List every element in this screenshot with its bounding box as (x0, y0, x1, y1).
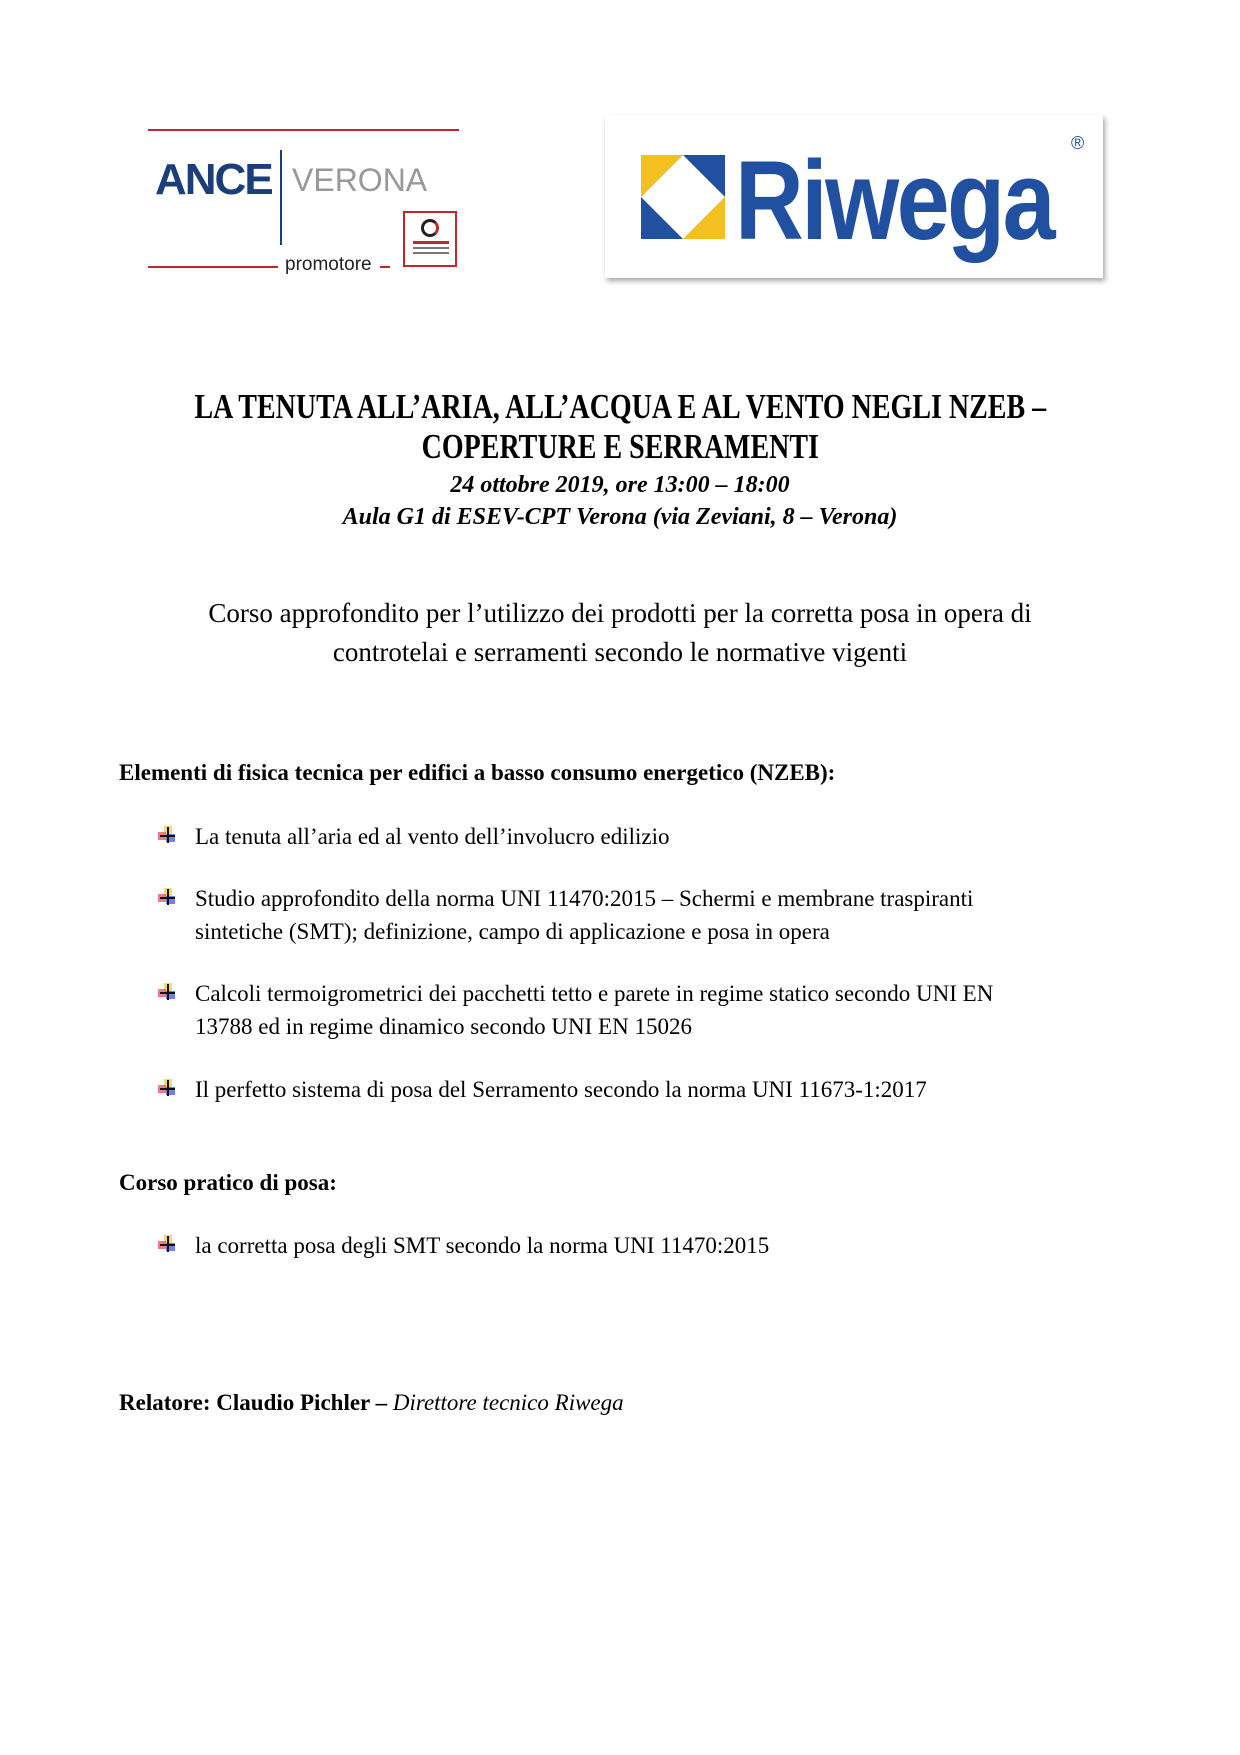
quality-building-badge (403, 211, 457, 267)
list-item-text: la corretta posa degli SMT secondo la norma UNI 11470:2015 (195, 1233, 770, 1258)
bullet-icon (158, 1079, 176, 1097)
list-item-text: Il perfetto sistema di posa del Serramento secondo la norma UNI 11673-1:2017 (195, 1077, 927, 1102)
bullet-icon (158, 826, 176, 844)
intro-line1: Corso approfondito per l’utilizzo dei prodotti per la corretta posa in opera di (208, 598, 1032, 628)
speaker-label: Relatore: Claudio Pichler (119, 1390, 370, 1415)
riwega-logo-text: Riwega (735, 138, 1053, 263)
logo-divider (280, 150, 282, 245)
logo-top-rule (148, 129, 459, 131)
list-item-text: sintetiche (SMT); definizione, campo di applicazione e posa in opera (195, 919, 830, 944)
speaker-role: Direttore tecnico Riwega (392, 1390, 624, 1415)
page-title-line2-row (0, 427, 1240, 467)
ance-logo-text: ANCE (155, 155, 272, 204)
page-title-line1: LA TENUTA ALL’ARIA, ALL’ACQUA E AL VENTO NEGLI NZEB – (194, 387, 1046, 426)
page-title-line2: COPERTURE E SERRAMENTI (421, 427, 819, 466)
riwega-diamond-icon (641, 155, 725, 239)
logo-bottom-rule (148, 266, 278, 268)
speaker-dash: – (369, 1390, 393, 1415)
section1-heading: Elementi di fisica tecnica per edifici a basso consumo energetico (NZEB): (119, 760, 836, 785)
list-item-text: La tenuta all’aria ed al vento dell’involucro edilizio (195, 824, 670, 849)
bullet-icon (158, 1235, 176, 1253)
logo-bottom-rule-short (380, 266, 390, 268)
event-date: 24 ottobre 2019, ore 13:00 – 18:00 (450, 472, 790, 498)
bullet-icon (158, 888, 176, 906)
verona-logo-text: VERONA (292, 162, 428, 198)
section2-heading: Corso pratico di posa: (119, 1170, 337, 1195)
event-location: Aula G1 di ESEV-CPT Verona (via Zeviani, 8 – Verona) (342, 504, 898, 530)
list-item-text: Studio approfondito della norma UNI 11470:2015 – Schermi e membrane traspiranti (195, 886, 974, 911)
list-item-text: Calcoli termoigrometrici dei pacchetti tetto e parete in regime statico secondo UNI EN (195, 981, 994, 1006)
speaker-line (119, 1390, 624, 1416)
bullet-icon (158, 983, 176, 1001)
list-item-text: 13788 ed in regime dinamico secondo UNI EN 15026 (195, 1014, 692, 1039)
promotore-text: promotore (285, 254, 372, 275)
page-title-line1-row (0, 387, 1240, 427)
riwega-logo (605, 115, 1103, 278)
registered-mark: ® (1071, 133, 1085, 153)
intro-line2: controtelai e serramenti secondo le normative vigenti (332, 637, 908, 667)
